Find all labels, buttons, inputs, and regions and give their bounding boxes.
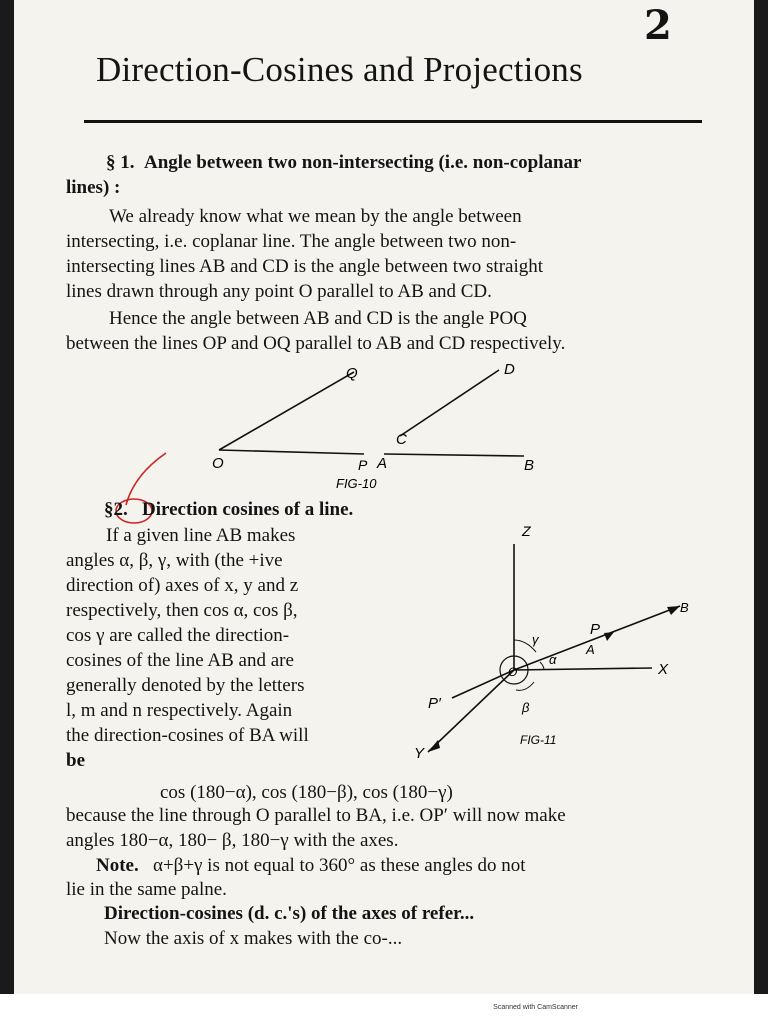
x-axis xyxy=(514,668,652,670)
label-y: Y xyxy=(414,745,425,762)
line-cd xyxy=(400,370,499,436)
label-a: A xyxy=(586,642,595,657)
section2-line2: angles α, β, γ, with (the +ive xyxy=(66,550,283,571)
line-op xyxy=(219,450,364,454)
label-a: A xyxy=(377,455,388,472)
section2-heading-text: Direction cosines of a line. xyxy=(142,499,354,520)
figure-10-caption: FIG-10 xyxy=(336,476,377,491)
label-b: B xyxy=(680,600,689,615)
title-rule xyxy=(84,120,702,123)
section2-line1: If a given line AB makes xyxy=(106,525,296,546)
label-beta: β xyxy=(522,700,530,715)
after-line1: because the line through O parallel to BA, i.e. OP′ will now make xyxy=(66,805,566,826)
label-c: C xyxy=(396,431,407,448)
section1-para1-line1: We already know what we mean by the angle between xyxy=(109,206,522,227)
section1-number: § 1. xyxy=(106,152,135,173)
section1-heading-text: Angle between two non-intersecting (i.e. non-coplanar xyxy=(144,152,582,173)
section2-heading xyxy=(104,497,353,522)
section1-para1-line2: intersecting, i.e. coplanar line. The angle between two non- xyxy=(66,231,517,252)
section2-line3: direction of) axes of x, y and z xyxy=(66,575,299,596)
section2-line5: cos γ are called the direction- xyxy=(66,625,290,646)
note-label: Note. xyxy=(96,855,139,876)
label-o: O xyxy=(508,665,518,679)
scan-footer xyxy=(0,994,768,1024)
section1-para2-line1: Hence the angle between AB and CD is the angle POQ xyxy=(109,308,527,329)
b-arrow xyxy=(667,606,680,615)
label-p: P xyxy=(358,457,368,473)
label-x: X xyxy=(658,661,669,678)
section2-line4: respectively, then cos α, cos β, xyxy=(66,600,298,621)
label-o: O xyxy=(212,455,224,472)
direction-cosine-formula: cos (180−α), cos (180−β), cos (180−γ) xyxy=(160,782,453,803)
figure-10 xyxy=(194,358,564,493)
y-axis xyxy=(428,670,514,752)
book-page xyxy=(14,0,754,994)
label-d: D xyxy=(504,361,515,378)
note-cont: lie in the same palne. xyxy=(66,879,227,900)
note-text: α+β+γ is not equal to 360° as these angles do not xyxy=(152,855,526,876)
chapter-number: 2 xyxy=(644,2,672,49)
p-arrow xyxy=(604,632,614,641)
label-gamma: γ xyxy=(532,632,539,647)
section1-heading-cont: lines) : xyxy=(66,177,121,198)
label-q: Q xyxy=(346,365,358,382)
section2-line8: l, m and n respectively. Again xyxy=(66,700,293,721)
label-p: P xyxy=(590,621,601,638)
line-ab xyxy=(384,454,524,456)
chapter-title: Direction-Cosines and Projections xyxy=(96,50,583,89)
scanner-watermark: Scanned with CamScanner xyxy=(493,1004,578,1011)
label-z: Z xyxy=(522,523,531,539)
after-line2: angles 180−α, 180− β, 180−γ with the axes. xyxy=(66,830,399,851)
section1-para2-line2: between the lines OP and OQ parallel to AB and CD respectively. xyxy=(66,333,566,354)
section1-heading xyxy=(106,150,582,175)
last-line: Now the axis of x makes with the co-... xyxy=(104,928,403,949)
label-alpha: α xyxy=(549,652,557,667)
section2-line10: be xyxy=(66,750,85,771)
label-p-prime: P′ xyxy=(428,695,441,712)
section2-line7: generally denoted by the letters xyxy=(66,675,305,696)
label-b: B xyxy=(524,457,535,474)
section2-number: §2. xyxy=(104,499,128,520)
line-oq xyxy=(219,372,354,450)
subheading-axes: Direction-cosines (d. c.'s) of the axes of refer... xyxy=(104,903,475,924)
figure-11 xyxy=(414,522,704,767)
y-arrow xyxy=(428,740,440,752)
line-op-prime xyxy=(452,670,514,698)
section2-line9: the direction-cosines of BA will xyxy=(66,725,309,746)
figure-11-caption: FIG-11 xyxy=(520,733,557,747)
section1-para1-line3: intersecting lines AB and CD is the angle between two straight xyxy=(66,256,544,277)
section2-line6: cosines of the line AB and are xyxy=(66,650,294,671)
note-line xyxy=(96,853,526,878)
line-opab xyxy=(514,606,680,670)
section1-para1-line4: lines drawn through any point O parallel to AB and CD. xyxy=(66,281,492,302)
